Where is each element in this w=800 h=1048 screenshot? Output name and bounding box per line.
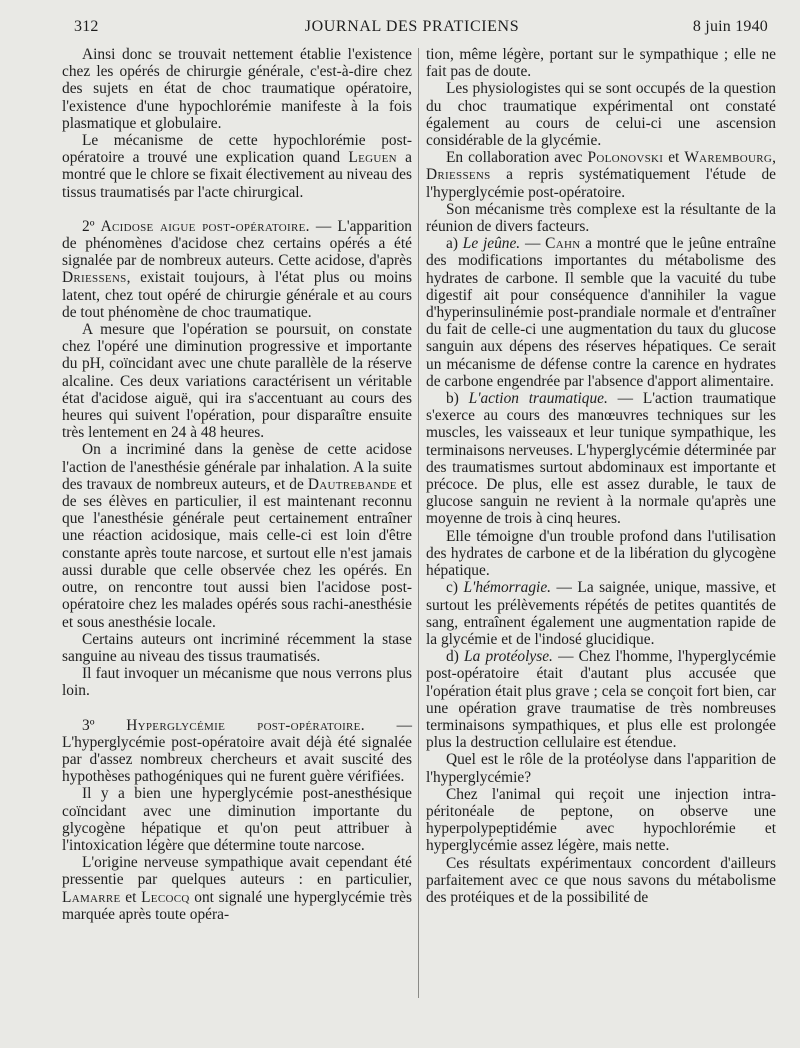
factor-title: Le jeûne.: [462, 235, 521, 253]
paragraph: Le mécanisme de cette hypochlorémie post-opératoire a trouvé une explication quand Leguen a montré que le chlore se fixait électivement au niveau des tissus traumatisés par l'acte chirurgical.: [62, 132, 412, 201]
author-name: Cahn: [545, 235, 581, 253]
paragraph: Il y a bien une hyperglycémie post-anesthésique coïncidant avec une diminution importante du glycogène hépatique et qu'on peut attribuer à l'intoxication légère que détermine toute narcose.: [62, 785, 412, 854]
section-acidose: 2º Acidose aigue post-opératoire. — L'apparition de phénomènes d'acidose chez certains opérés a été signalée par de nombreux auteurs. Cette acidose, d'après Driessens, existait toujours, à l'état plus ou moins latent, chez tout opéré de chirurgie générale et au cours de tout phénomène de choc traumatique.: [62, 217, 412, 321]
factor-a: a) Le jeûne. — Cahn a montré que le jeûne entraîne des modifications importantes du métabolisme des hydrates de carbone. Il semble que la vacuité du tube digestif ait pour conséquence d'annihiler la vague d'hyperinsulinémie post-prandiale normale et d'entraîner du fait de celle-ci une augmentation du taux du glucose sanguin aux dépens des réserves hépatiques. Ce serait un mécanisme de défense contre la carence en hydrates de carbone engendrée par l'absence d'apport alimentaire.: [426, 235, 776, 390]
left-column: [62, 46, 412, 923]
paragraph: En collaboration avec Polonovski et Warembourg, Driessens a repris systématiquement l'étude de l'hyperglycémie post-opératoire.: [426, 149, 776, 201]
paragraph: Les physiologistes qui se sont occupés de la question du choc traumatique expérimental ont constaté également au cours de celui-ci une ascension considérable de la glycémie.: [426, 80, 776, 150]
factor-b: b) L'action traumatique. — L'action traumatique s'exerce au cours des manœuvres techniques sur les muscles, les vaisseaux et leur tunique sympathique, les terminaisons nerveuses. L'hyperglycémie déterminée par des traumatismes surtout abdominaux est importante et précoce. De plus, elle est assez durable, le taux de glucose sanguin ne revient à la normale qu'après une moyenne de trois à cinq heures.: [426, 390, 776, 528]
author-name: Driessens: [62, 269, 127, 287]
paragraph: Quel est le rôle de la protéolyse dans l'apparition de l'hyperglycémie?: [426, 751, 776, 786]
paragraph: Certains auteurs ont incriminé récemment la stase sanguine au niveau des tissus traumatisés.: [62, 630, 412, 665]
factor-title: La protéolyse.: [464, 648, 553, 666]
column-divider: [418, 48, 419, 998]
section-number: 3º: [82, 716, 95, 734]
paragraph: Ainsi donc se trouvait nettement établie l'existence chez les opérés de chirurgie générale, c'est-à-dire chez des sujets en état de choc traumatique opératoire, l'existence d'une hypochlorémie manifeste à la fois plasmatique et globulaire.: [62, 46, 412, 132]
paragraph: Elle témoigne d'un trouble profond dans l'utilisation des hydrates de carbone et de la libération du glycogène hépatique.: [426, 527, 776, 580]
page-header: [62, 14, 768, 40]
paragraph: Il faut invoquer un mécanisme que nous verrons plus loin.: [62, 665, 412, 700]
paragraph: Son mécanisme très complexe est la résultante de la réunion de divers facteurs.: [426, 200, 776, 236]
author-name: Warembourg: [684, 149, 773, 167]
author-name: Lecocq: [141, 888, 190, 906]
paragraph: Ces résultats expérimentaux concordent d'ailleurs parfaitement avec ce que nous savons du métabolisme des protéiques et de la possibilité de: [426, 854, 776, 906]
paragraph: L'origine nerveuse sympathique avait cependant été pressentie par quelques auteurs : en particulier, Lamarre et Lecocq ont signalé une hyperglycémie très marquée après toute opéra-: [62, 854, 412, 923]
section-hyperglycemie: 3º Hyperglycémie post-opératoire. — L'hyperglycémie post-opératoire avait déjà été signalée par d'assez nombreux chercheurs et avait suscité des hypothèses pathogéniques qui ne furent guère vérifiées.: [62, 716, 412, 786]
factor-c: c) L'hémorragie. — La saignée, unique, massive, et surtout les prélèvements répétés de petites quantités de sang, entraînent également une augmentation rapide de la glycémie et de l'indosé glucidique.: [426, 579, 776, 648]
factor-title: L'hémorragie.: [463, 579, 551, 597]
author-name: Dautrebande: [307, 475, 397, 493]
right-column: [426, 46, 776, 906]
paragraph: Chez l'animal qui reçoit une injection intra-péritonéale de peptone, on observe une hyperpolypeptidémie avec hypochlorémie et hyperglycémie assez légère, mais nette.: [426, 785, 776, 855]
page-number: 312: [74, 18, 99, 35]
author-name: Leguen: [348, 149, 397, 167]
paragraph: tion, même légère, portant sur le sympathique ; elle ne fait pas de doute.: [426, 46, 776, 81]
issue-date: 8 juin 1940: [692, 18, 768, 35]
author-name: Polonovski: [587, 149, 664, 167]
paragraph: A mesure que l'opération se poursuit, on constate chez l'opéré une diminution progressive et importante du pH, coïncidant avec une chute parallèle de la réserve alcaline. Ces deux variations caractérisent un véritable état d'acidose aiguë, qui ira s'accentuant au cours des heures qui suivent l'opération, pour disparaître ensuite très lentement en 24 à 48 heures.: [62, 321, 412, 442]
section-title: Acidose aigue post-opératoire.: [100, 217, 310, 235]
section-title: Hyperglycémie post-opératoire.: [126, 716, 365, 734]
author-name: Driessens: [426, 166, 491, 184]
journal-title: JOURNAL DES PRATICIENS: [304, 18, 520, 35]
factor-d: d) La protéolyse. — Chez l'homme, l'hyperglycémie post-opératoire était d'autant plus accusée que l'opération était plus grave ; cela se conçoit fort bien, car une opération grave traumatise de très nombreuses terminaisons sympathiques, et plus elle est prolongée plus la destruction cellulaire est étendue.: [426, 648, 776, 752]
paragraph: On a incriminé dans la genèse de cette acidose l'action de l'anesthésie générale par inhalation. A la suite des travaux de nombreux auteurs, et de Dautrebande et de ses élèves en particulier, il est maintenant reconnu que l'anesthésie générale peut certainement entraîner une réaction acidosique, mais celle-ci est loin d'être constante après toute narcose, et surtout elle n'est jamais aussi durable que celle observée chez les opérés. En outre, on rencontre tout aussi bien l'acidose post-opératoire chez les malades opérés sous rachi-anesthésie et sous anesthésie locale.: [62, 441, 412, 631]
section-number: 2º: [82, 217, 95, 235]
factor-title: L'action traumatique.: [468, 390, 608, 408]
author-name: Lamarre: [62, 888, 121, 906]
